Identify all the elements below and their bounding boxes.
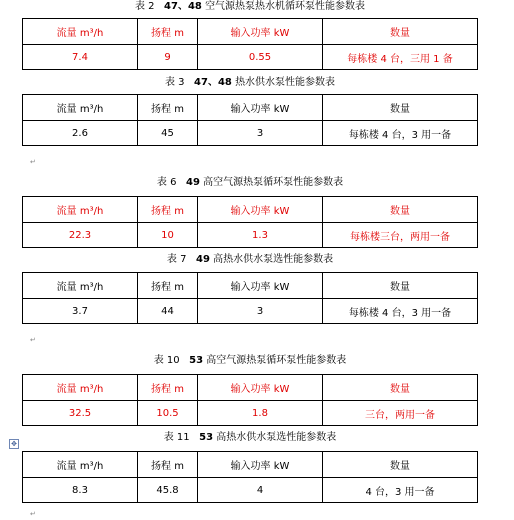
value-cell: 10 <box>138 223 198 248</box>
value-cell: 0.55 <box>198 45 323 70</box>
value-cell: 9 <box>138 45 198 70</box>
caption-building: 49 <box>185 177 200 188</box>
caption-building: 53 <box>189 355 204 366</box>
value-cell: 8.3 <box>23 478 138 503</box>
header-cell: 扬程 m <box>138 375 198 401</box>
table-header-row <box>23 197 478 223</box>
header-cell: 输入功率 kW <box>198 197 323 223</box>
table-row <box>23 121 478 146</box>
header-cell: 数量 <box>323 197 478 223</box>
paragraph-mark: ↵ <box>30 510 36 518</box>
caption-building: 49 <box>195 254 210 265</box>
table-header-row <box>23 273 478 299</box>
header-cell: 输入功率 kW <box>198 273 323 299</box>
caption-building: 47、48 <box>164 1 202 12</box>
pump-table <box>22 18 478 70</box>
header-cell: 流量 m³/h <box>23 375 138 401</box>
caption-text: 热水供水泵性能参数表 <box>235 77 336 88</box>
header-cell: 数量 <box>323 95 478 121</box>
header-cell: 数量 <box>323 452 478 478</box>
value-cell: 1.3 <box>198 223 323 248</box>
header-cell: 流量 m³/h <box>23 95 138 121</box>
table-caption <box>0 176 500 190</box>
caption-text: 高空气源热泵循环泵性能参数表 <box>206 355 347 366</box>
pump-table <box>22 94 478 146</box>
header-cell: 扬程 m <box>138 452 198 478</box>
header-cell: 扬程 m <box>138 273 198 299</box>
caption-text: 空气源热泵热水机循环泵性能参数表 <box>205 1 366 12</box>
caption-prefix: 表 6 <box>156 177 177 188</box>
paragraph-mark: ↵ <box>30 158 36 166</box>
header-cell: 输入功率 kW <box>198 375 323 401</box>
table-row <box>23 299 478 324</box>
move-handle-icon[interactable]: ✥ <box>9 439 19 449</box>
caption-prefix: 表 7 <box>166 254 187 265</box>
caption-prefix: 表 3 <box>164 77 185 88</box>
header-cell: 输入功率 kW <box>198 95 323 121</box>
pump-table <box>22 196 478 248</box>
value-cell: 每栋楼 4 台，三用 1 备 <box>323 45 478 70</box>
caption-text: 高空气源热泵循环泵性能参数表 <box>203 177 344 188</box>
value-cell: 3.7 <box>23 299 138 324</box>
value-cell: 22.3 <box>23 223 138 248</box>
table-caption <box>0 431 500 445</box>
header-cell: 扬程 m <box>138 19 198 45</box>
header-cell: 数量 <box>323 273 478 299</box>
pump-table <box>22 374 478 426</box>
table-caption <box>0 76 500 90</box>
table-row <box>23 401 478 426</box>
header-cell: 流量 m³/h <box>23 452 138 478</box>
table-header-row <box>23 19 478 45</box>
table-row <box>23 45 478 70</box>
paragraph-mark: ↵ <box>30 336 36 344</box>
value-cell: 44 <box>138 299 198 324</box>
pump-table <box>22 451 478 503</box>
caption-prefix: 表 2 <box>134 1 155 12</box>
value-cell: 每栋楼三台，两用一备 <box>323 223 478 248</box>
header-cell: 扬程 m <box>138 95 198 121</box>
value-cell: 三台，两用一备 <box>323 401 478 426</box>
header-cell: 数量 <box>323 19 478 45</box>
table-caption <box>0 354 500 368</box>
caption-building: 47、48 <box>194 77 232 88</box>
table-header-row <box>23 95 478 121</box>
caption-text: 高热水供水泵选性能参数表 <box>213 254 334 265</box>
value-cell: 10.5 <box>138 401 198 426</box>
table-caption <box>0 0 500 14</box>
value-cell: 32.5 <box>23 401 138 426</box>
header-cell: 扬程 m <box>138 197 198 223</box>
value-cell: 45 <box>138 121 198 146</box>
header-cell: 流量 m³/h <box>23 19 138 45</box>
value-cell: 每栋楼 4 台，3 用一备 <box>323 299 478 324</box>
value-cell: 7.4 <box>23 45 138 70</box>
caption-prefix: 表 11 <box>163 432 190 443</box>
value-cell: 1.8 <box>198 401 323 426</box>
value-cell: 3 <box>198 299 323 324</box>
header-cell: 输入功率 kW <box>198 19 323 45</box>
caption-building: 53 <box>199 432 214 443</box>
table-row <box>23 478 478 503</box>
value-cell: 45.8 <box>138 478 198 503</box>
caption-prefix: 表 10 <box>153 355 180 366</box>
table-header-row <box>23 375 478 401</box>
caption-text: 高热水供水泵选性能参数表 <box>216 432 337 443</box>
value-cell: 2.6 <box>23 121 138 146</box>
header-cell: 数量 <box>323 375 478 401</box>
value-cell: 每栋楼 4 台，3 用一备 <box>323 121 478 146</box>
value-cell: 3 <box>198 121 323 146</box>
table-caption <box>0 253 500 267</box>
pump-table <box>22 272 478 324</box>
value-cell: 4 <box>198 478 323 503</box>
table-row <box>23 223 478 248</box>
header-cell: 流量 m³/h <box>23 197 138 223</box>
header-cell: 输入功率 kW <box>198 452 323 478</box>
value-cell: 4 台，3 用一备 <box>323 478 478 503</box>
header-cell: 流量 m³/h <box>23 273 138 299</box>
table-header-row <box>23 452 478 478</box>
